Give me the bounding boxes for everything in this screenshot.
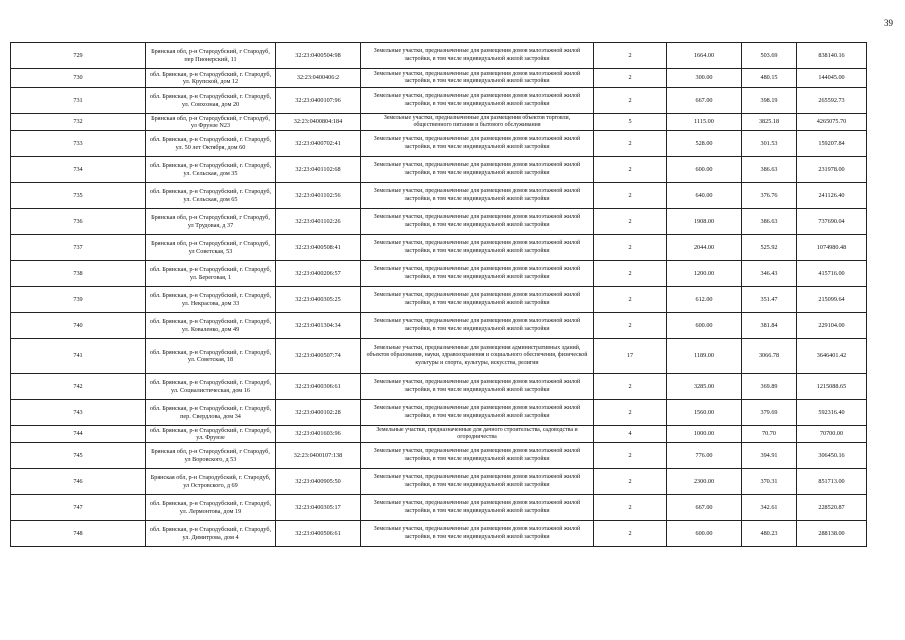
table-row (11, 495, 867, 521)
table-row (11, 400, 867, 426)
cadastral-number-cell: 32:23:0400508:41 (276, 235, 361, 261)
purpose-group-cell: 2 (594, 521, 667, 547)
purpose-group-cell: 2 (594, 400, 667, 426)
purpose-group-cell: 2 (594, 261, 667, 287)
row-number: 734 (11, 157, 146, 183)
specific-value-cell: 480.15 (742, 69, 797, 88)
cadastral-value-cell: 1074980.48 (797, 235, 867, 261)
purpose-group-cell: 2 (594, 287, 667, 313)
cadastral-number-cell: 32:23:0401603:96 (276, 426, 361, 443)
area-cell: 300.00 (667, 69, 742, 88)
specific-value-cell: 394.91 (742, 443, 797, 469)
address-cell: Брянская обл, р-н Стародубский, г Стародуб, ул Трудовая, д 37 (146, 209, 276, 235)
cadastral-number-cell: 32:23:0401304:34 (276, 313, 361, 339)
purpose-group-cell: 2 (594, 235, 667, 261)
address-cell: обл. Брянская, р-н Стародубский, г. Стародуб, пер. Свердлова, дом 34 (146, 400, 276, 426)
row-number: 735 (11, 183, 146, 209)
specific-value-cell: 386.63 (742, 157, 797, 183)
table-row (11, 235, 867, 261)
table-row (11, 183, 867, 209)
area-cell: 1189.00 (667, 339, 742, 374)
specific-value-cell: 301.53 (742, 131, 797, 157)
cadastral-value-cell: 306450.16 (797, 443, 867, 469)
purpose-group-cell: 2 (594, 157, 667, 183)
land-purpose-cell: Земельные участки, предназначенные для размещения домов малоэтажной жилой застройки, в том числе индивидуальной жилой застройки (361, 183, 594, 209)
area-cell: 528.00 (667, 131, 742, 157)
purpose-group-cell: 2 (594, 209, 667, 235)
cadastral-number-cell: 32:23:0401102:56 (276, 183, 361, 209)
purpose-group-cell: 2 (594, 495, 667, 521)
specific-value-cell: 376.76 (742, 183, 797, 209)
row-number: 731 (11, 88, 146, 114)
area-cell: 2044.00 (667, 235, 742, 261)
specific-value-cell: 379.69 (742, 400, 797, 426)
cadastral-value-cell: 241126.40 (797, 183, 867, 209)
table-row (11, 287, 867, 313)
table-row (11, 131, 867, 157)
specific-value-cell: 70.70 (742, 426, 797, 443)
row-number: 747 (11, 495, 146, 521)
cadastral-value-cell: 70700.00 (797, 426, 867, 443)
address-cell: обл. Брянская, р-н Стародубский, г. Стародуб, ул. Сельская, дом 65 (146, 183, 276, 209)
area-cell: 1664.00 (667, 43, 742, 69)
land-purpose-cell: Земельные участки, предназначенные для размещения домов малоэтажной жилой застройки, в том числе индивидуальной жилой застройки (361, 131, 594, 157)
address-cell: обл. Брянская, р-н Стародубский, г. Стародуб, ул. 50 лет Октября, дом 60 (146, 131, 276, 157)
table-row (11, 339, 867, 374)
cadastral-value-cell: 215099.64 (797, 287, 867, 313)
area-cell: 1200.00 (667, 261, 742, 287)
table-row (11, 157, 867, 183)
specific-value-cell: 381.84 (742, 313, 797, 339)
row-number: 748 (11, 521, 146, 547)
specific-value-cell: 386.63 (742, 209, 797, 235)
purpose-group-cell: 2 (594, 43, 667, 69)
area-cell: 667.00 (667, 88, 742, 114)
land-purpose-cell: Земельные участки, предназначенные для размещения домов малоэтажной жилой застройки, в том числе индивидуальной жилой застройки (361, 469, 594, 495)
land-purpose-cell: Земельные участки, предназначенные для размещения домов малоэтажной жилой застройки, в том числе индивидуальной жилой застройки (361, 313, 594, 339)
address-cell: обл. Брянская, р-н Стародубский, г. Стародуб, ул. Крупской, дом 12 (146, 69, 276, 88)
cadastral-number-cell: 32:23:0400107:138 (276, 443, 361, 469)
cadastral-number-cell: 32:23:0400702:41 (276, 131, 361, 157)
purpose-group-cell: 4 (594, 426, 667, 443)
cadastral-value-cell: 737690.04 (797, 209, 867, 235)
table-row (11, 261, 867, 287)
table-row (11, 43, 867, 69)
table-row (11, 209, 867, 235)
specific-value-cell: 342.61 (742, 495, 797, 521)
cadastral-value-cell: 265592.73 (797, 88, 867, 114)
specific-value-cell: 351.47 (742, 287, 797, 313)
specific-value-cell: 369.89 (742, 374, 797, 400)
address-cell: обл. Брянская, р-н Стародубский, г. Стародуб, ул. Некрасова, дом 33 (146, 287, 276, 313)
cadastral-number-cell: 32:23:0400306:61 (276, 374, 361, 400)
row-number: 739 (11, 287, 146, 313)
row-number: 744 (11, 426, 146, 443)
cadastral-value-cell: 159207.84 (797, 131, 867, 157)
address-cell: Брянская обл, р-н Стародубский, г Стародуб, пер Пионерский, 11 (146, 43, 276, 69)
cadastral-number-cell: 32:23:0401102:68 (276, 157, 361, 183)
cadastral-value-cell: 4265075.70 (797, 114, 867, 131)
cadastral-value-cell: 838140.16 (797, 43, 867, 69)
purpose-group-cell: 5 (594, 114, 667, 131)
address-cell: Брянская обл, р-н Стародубский, г Стародуб, ул Фрунзе N23 (146, 114, 276, 131)
address-cell: Брянская обл, р-н Стародубский, г Стародуб, ул Воровского, д 53 (146, 443, 276, 469)
area-cell: 1115.00 (667, 114, 742, 131)
land-register-table (10, 42, 867, 547)
row-number: 737 (11, 235, 146, 261)
table-row (11, 88, 867, 114)
address-cell: обл. Брянская, р-н Стародубский, г. Стародуб, ул. Советская, 18 (146, 339, 276, 374)
row-number: 746 (11, 469, 146, 495)
row-number: 730 (11, 69, 146, 88)
land-purpose-cell: Земельные участки, предназначенные для размещения домов малоэтажной жилой застройки, в том числе индивидуальной жилой застройки (361, 443, 594, 469)
cadastral-number-cell: 32:23:0400905:50 (276, 469, 361, 495)
specific-value-cell: 525.92 (742, 235, 797, 261)
area-cell: 1000.00 (667, 426, 742, 443)
address-cell: обл. Брянская, р-н Стародубский, г. Стародуб, ул. Фрунзе (146, 426, 276, 443)
land-purpose-cell: Земельные участки, предназначенные для размещения домов малоэтажной жилой застройки, в том числе индивидуальной жилой застройки (361, 521, 594, 547)
cadastral-number-cell: 32:23:0400506:61 (276, 521, 361, 547)
purpose-group-cell: 2 (594, 183, 667, 209)
area-cell: 600.00 (667, 313, 742, 339)
row-number: 743 (11, 400, 146, 426)
address-cell: обл. Брянская, р-н Стародубский, г. Стародуб, ул. Социалистическая, дом 16 (146, 374, 276, 400)
specific-value-cell: 480.23 (742, 521, 797, 547)
purpose-group-cell: 2 (594, 313, 667, 339)
cadastral-value-cell: 592316.40 (797, 400, 867, 426)
address-cell: обл. Брянская, р-н Стародубский, г. Стародуб, ул. Сельская, дом 35 (146, 157, 276, 183)
row-number: 745 (11, 443, 146, 469)
specific-value-cell: 370.31 (742, 469, 797, 495)
cadastral-value-cell: 231978.00 (797, 157, 867, 183)
specific-value-cell: 503.69 (742, 43, 797, 69)
cadastral-number-cell: 32:23:0400406:2 (276, 69, 361, 88)
row-number: 742 (11, 374, 146, 400)
specific-value-cell: 3066.78 (742, 339, 797, 374)
table-row (11, 114, 867, 131)
row-number: 729 (11, 43, 146, 69)
area-cell: 1908.00 (667, 209, 742, 235)
cadastral-number-cell: 32:23:0400102:28 (276, 400, 361, 426)
table-row (11, 426, 867, 443)
row-number: 732 (11, 114, 146, 131)
area-cell: 776.00 (667, 443, 742, 469)
land-purpose-cell: Земельные участки, предназначенные для размещения объектов торговли, общественного питания и бытового обслуживания (361, 114, 594, 131)
cadastral-number-cell: 32:23:0400507:74 (276, 339, 361, 374)
area-cell: 1560.00 (667, 400, 742, 426)
cadastral-number-cell: 32:23:0400305:25 (276, 287, 361, 313)
row-number: 740 (11, 313, 146, 339)
cadastral-number-cell: 32:23:0400804:184 (276, 114, 361, 131)
land-purpose-cell: Земельные участки, предназначенные для дачного строительства, садоводства и огородничества (361, 426, 594, 443)
land-purpose-cell: Земельные участки, предназначенные для размещения домов малоэтажной жилой застройки, в том числе индивидуальной жилой застройки (361, 209, 594, 235)
purpose-group-cell: 2 (594, 131, 667, 157)
purpose-group-cell: 2 (594, 374, 667, 400)
area-cell: 612.00 (667, 287, 742, 313)
cadastral-value-cell: 228520.87 (797, 495, 867, 521)
land-purpose-cell: Земельные участки, предназначенные для размещения домов малоэтажной жилой застройки, в том числе индивидуальной жилой застройки (361, 374, 594, 400)
purpose-group-cell: 2 (594, 88, 667, 114)
row-number: 738 (11, 261, 146, 287)
table-row (11, 313, 867, 339)
address-cell: обл. Брянская, р-н Стародубский, г. Стародуб, ул. Лермонтова, дом 19 (146, 495, 276, 521)
address-cell: обл. Брянская, р-н Стародубский, г. Стародуб, ул. Совхозная, дом 20 (146, 88, 276, 114)
cadastral-number-cell: 32:23:0400107:96 (276, 88, 361, 114)
cadastral-number-cell: 32:23:0400504:98 (276, 43, 361, 69)
land-purpose-cell: Земельные участки, предназначенные для размещения домов малоэтажной жилой застройки, в том числе индивидуальной жилой застройки (361, 400, 594, 426)
cadastral-value-cell: 415716.00 (797, 261, 867, 287)
cadastral-value-cell: 851713.00 (797, 469, 867, 495)
cadastral-number-cell: 32:23:0400305:17 (276, 495, 361, 521)
area-cell: 640.00 (667, 183, 742, 209)
cadastral-value-cell: 144045.00 (797, 69, 867, 88)
row-number: 733 (11, 131, 146, 157)
area-cell: 3285.00 (667, 374, 742, 400)
specific-value-cell: 3825.18 (742, 114, 797, 131)
land-purpose-cell: Земельные участки, предназначенные для размещения домов малоэтажной жилой застройки, в том числе индивидуальной жилой застройки (361, 43, 594, 69)
cadastral-value-cell: 288138.00 (797, 521, 867, 547)
land-purpose-cell: Земельные участки, предназначенные для размещения административных зданий, объектов образования, науки, здравоохранения и социального обеспечения, физической культуры и спорта, культуры, искусства, религии (361, 339, 594, 374)
address-cell: Брянская обл, р-н Стародубский, г Стародуб, ул Советская, 53 (146, 235, 276, 261)
table-row (11, 69, 867, 88)
address-cell: Брянская обл, р-н Стародубский, г. Стародуб, ул Островского, д 69 (146, 469, 276, 495)
cadastral-number-cell: 32:23:0400206:57 (276, 261, 361, 287)
land-purpose-cell: Земельные участки, предназначенные для размещения домов малоэтажной жилой застройки, в том числе индивидуальной жилой застройки (361, 69, 594, 88)
cadastral-number-cell: 32:23:0401102:26 (276, 209, 361, 235)
table-row (11, 374, 867, 400)
land-purpose-cell: Земельные участки, предназначенные для размещения домов малоэтажной жилой застройки, в том числе индивидуальной жилой застройки (361, 235, 594, 261)
page-number: 39 (884, 18, 893, 28)
purpose-group-cell: 2 (594, 69, 667, 88)
purpose-group-cell: 17 (594, 339, 667, 374)
address-cell: обл. Брянская, р-н Стародубский, г. Стародуб, ул. Береговая, 1 (146, 261, 276, 287)
land-purpose-cell: Земельные участки, предназначенные для размещения домов малоэтажной жилой застройки, в том числе индивидуальной жилой застройки (361, 261, 594, 287)
land-purpose-cell: Земельные участки, предназначенные для размещения домов малоэтажной жилой застройки, в том числе индивидуальной жилой застройки (361, 287, 594, 313)
purpose-group-cell: 2 (594, 443, 667, 469)
cadastral-value-cell: 3646401.42 (797, 339, 867, 374)
area-cell: 667.00 (667, 495, 742, 521)
purpose-group-cell: 2 (594, 469, 667, 495)
address-cell: обл. Брянская, р-н Стародубский, г. Стародуб, ул. Димитрова, дом 4 (146, 521, 276, 547)
area-cell: 2300.00 (667, 469, 742, 495)
row-number: 736 (11, 209, 146, 235)
land-purpose-cell: Земельные участки, предназначенные для размещения домов малоэтажной жилой застройки, в том числе индивидуальной жилой застройки (361, 88, 594, 114)
cadastral-value-cell: 1215088.65 (797, 374, 867, 400)
table-row (11, 521, 867, 547)
table-row (11, 469, 867, 495)
land-purpose-cell: Земельные участки, предназначенные для размещения домов малоэтажной жилой застройки, в том числе индивидуальной жилой застройки (361, 157, 594, 183)
cadastral-value-cell: 229104.00 (797, 313, 867, 339)
area-cell: 600.00 (667, 157, 742, 183)
specific-value-cell: 346.43 (742, 261, 797, 287)
land-purpose-cell: Земельные участки, предназначенные для размещения домов малоэтажной жилой застройки, в том числе индивидуальной жилой застройки (361, 495, 594, 521)
area-cell: 600.00 (667, 521, 742, 547)
row-number: 741 (11, 339, 146, 374)
address-cell: обл. Брянская, р-н Стародубский, г. Стародуб, ул. Коваленко, дом 49 (146, 313, 276, 339)
table-row (11, 443, 867, 469)
specific-value-cell: 398.19 (742, 88, 797, 114)
